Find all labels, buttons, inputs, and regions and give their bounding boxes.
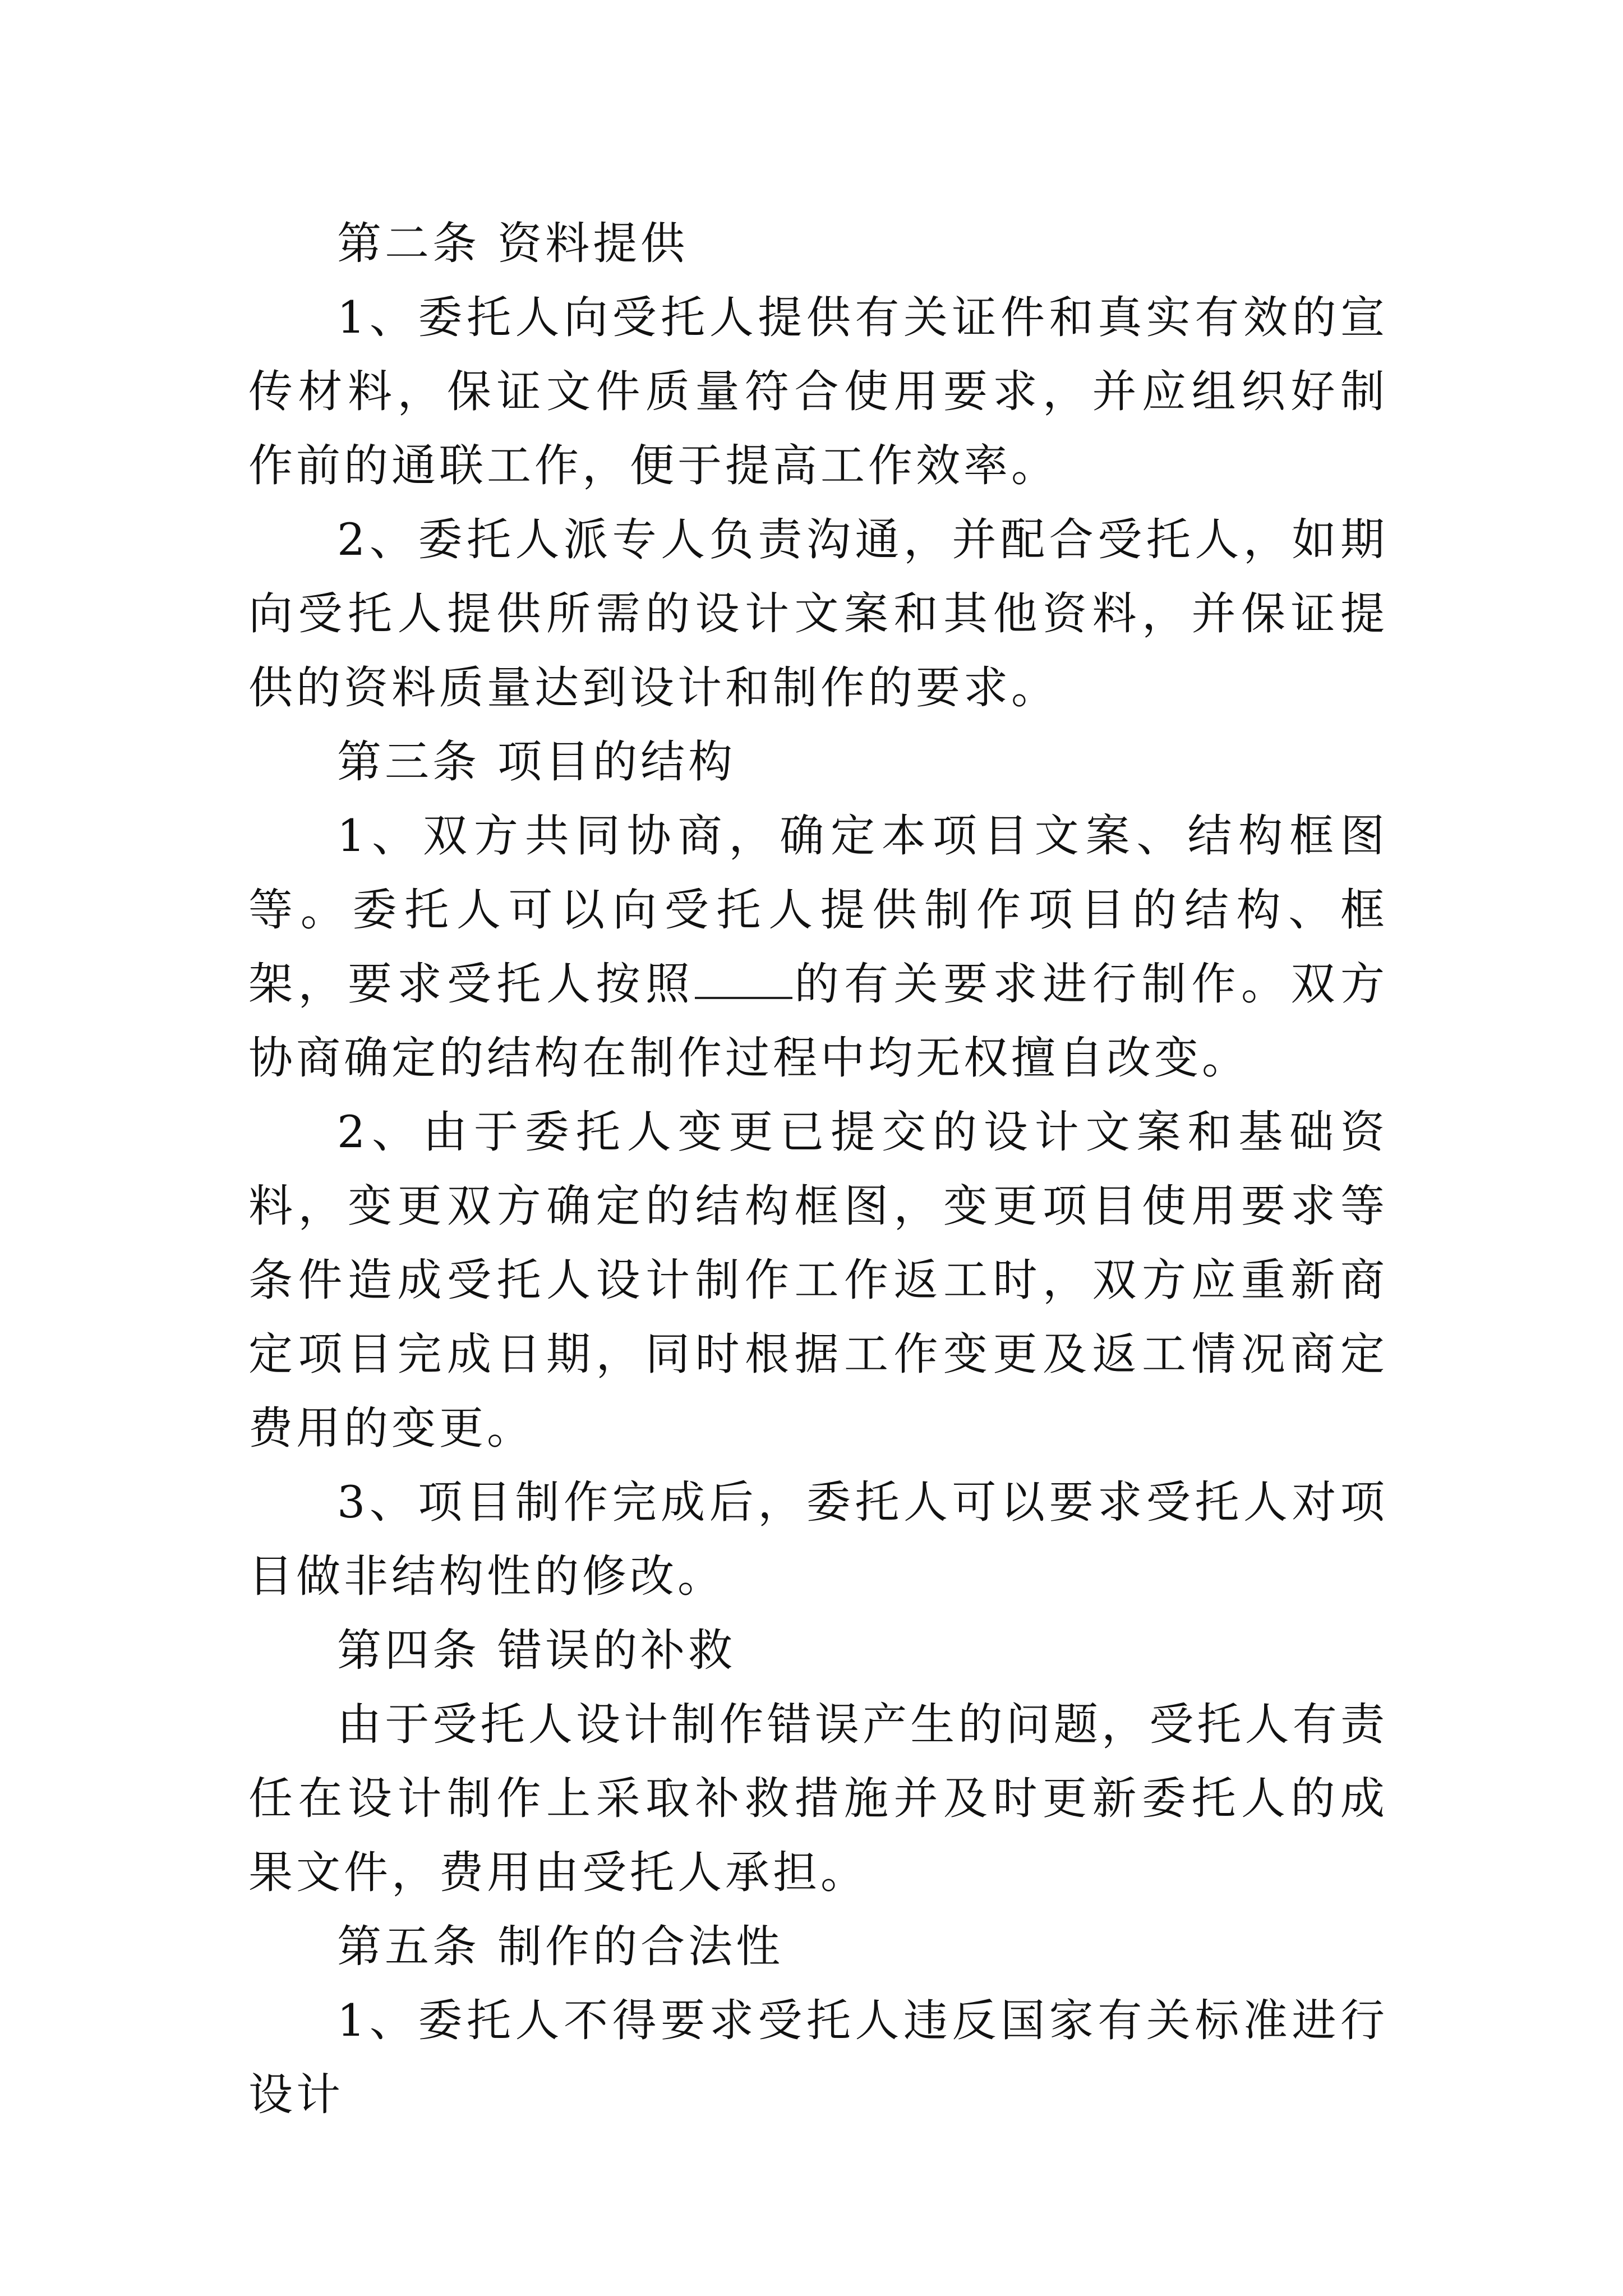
section-heading-4: 第四条 错误的补救 (337, 1625, 736, 1676)
section-heading-3: 第三条 项目的结构 (337, 736, 736, 788)
paragraph-2-1: 1、委托人向受托人提供有关证件和真实有效的宣传材料，保证文件质量符合使用要求，并应组织好制作前的通联工作，便于提高工作效率。 (248, 292, 1388, 491)
paragraph-3-3: 3、项目制作完成后，委托人可以要求受托人对项目做非结构性的修改。 (248, 1476, 1388, 1602)
paragraph-2-2: 2、委托人派专人负责沟通，并配合受托人，如期向受托人提供所需的设计文案和其他资料，并保证提供的资料质量达到设计和制作的要求。 (248, 514, 1388, 714)
fill-in-blank (695, 955, 792, 999)
paragraph-3-1 (248, 799, 1388, 1095)
document-body (248, 206, 1388, 2132)
section-heading-2: 第二条 资料提供 (337, 218, 689, 269)
paragraph-3-1-after: 的有关要求进行制作。双方协商确定的结构在制作过程中均无权擅自改变。 (248, 958, 1389, 1084)
paragraph-3-2: 2、由于委托人变更已提交的设计文案和基础资料，变更双方确定的结构框图，变更项目使用要求等条件造成受托人设计制作工作返工时，双方应重新商定项目完成日期，同时根据工作变更及返工情况商定费用的变更。 (248, 1106, 1388, 1454)
paragraph-3-1-before: 1、双方共同协商，确定本项目文案、结构框图等。委托人可以向受托人提供制作项目的结构、框架，要求受托人按照 (248, 810, 1388, 1010)
paragraph-5-1: 1、委托人不得要求受托人违反国家有关标准进行设计 (248, 1995, 1388, 2120)
section-heading-5: 第五条 制作的合法性 (337, 1921, 784, 1972)
paragraph-4-1: 由于受托人设计制作错误产生的问题，受托人有责任在设计制作上采取补救措施并及时更新委托人的成果文件，费用由受托人承担。 (248, 1699, 1388, 1898)
